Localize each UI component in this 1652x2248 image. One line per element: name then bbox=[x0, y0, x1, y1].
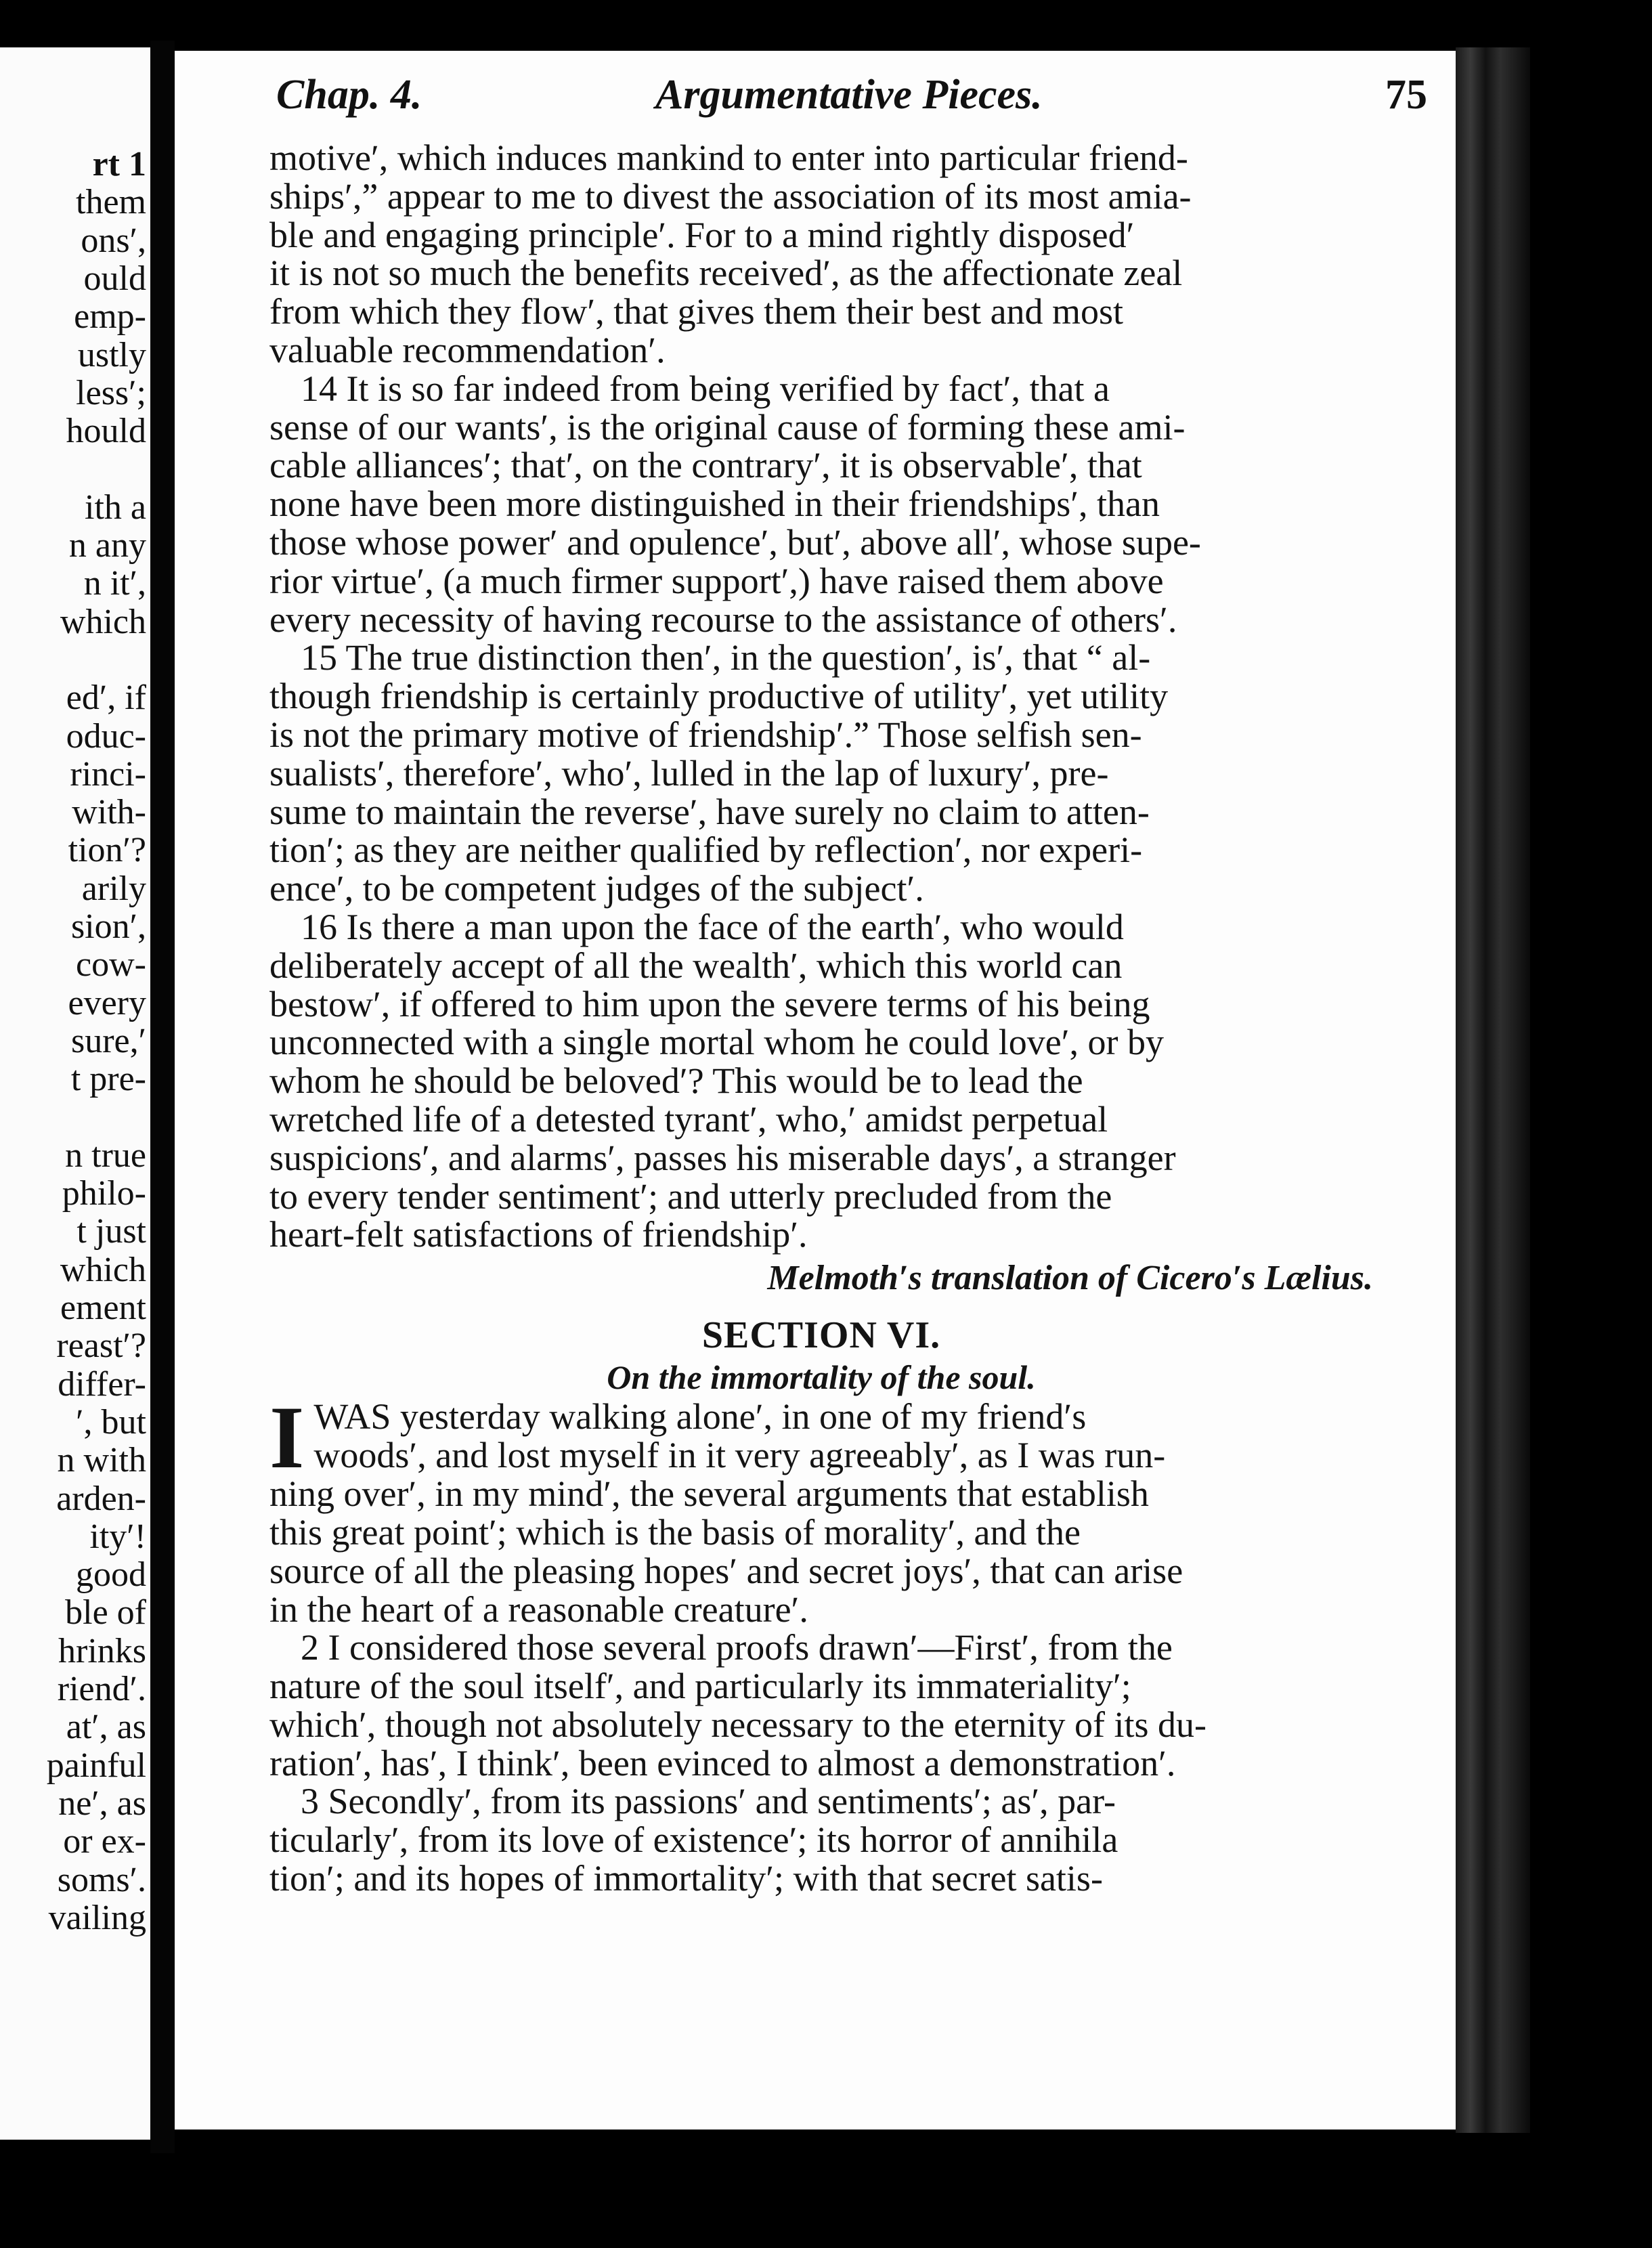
left-page-fragment: rt 1 bbox=[92, 145, 146, 183]
text-line: sualists′, therefore′, who′, lulled in the lap of luxury′, pre- bbox=[269, 752, 1109, 794]
left-page-fragment: every bbox=[68, 983, 146, 1022]
left-page-fragment: them bbox=[76, 183, 146, 222]
text-line: valuable recommendation′. bbox=[269, 329, 666, 370]
left-page-fragment: arden- bbox=[56, 1479, 146, 1518]
text-line: tion′; as they are neither qualified by reflection′, nor experi- bbox=[269, 829, 1143, 871]
text-line: none have been more distinguished in their friendships′, than bbox=[269, 483, 1160, 525]
left-page-fragment: n it′, bbox=[83, 564, 146, 603]
text-line: ration′, has′, I think′, been evinced to almost a demonstration′. bbox=[269, 1742, 1176, 1784]
chapter-label: Chap. 4. bbox=[276, 72, 422, 118]
left-page-fragment: differ- bbox=[58, 1364, 146, 1404]
text-line: to every tender sentiment′; and utterly precluded from the bbox=[269, 1175, 1112, 1217]
left-page-fragment: tion′? bbox=[68, 831, 146, 870]
text-line: every necessity of having recourse to the assistance of others′. bbox=[269, 599, 1177, 640]
left-page-fragment: ould bbox=[83, 259, 146, 298]
left-page-fragment: ne′, as bbox=[58, 1784, 146, 1823]
left-page-fragment: which bbox=[60, 1250, 146, 1289]
text-line: cable alliances′; that′, on the contrary′, it is observable′, that bbox=[269, 445, 1142, 486]
left-page-fragment: philo- bbox=[62, 1174, 146, 1213]
left-page-fragment: or ex- bbox=[63, 1822, 146, 1861]
text-line: 2 I considered those several proofs drawn′—First′, from the bbox=[301, 1627, 1173, 1668]
main-page bbox=[175, 51, 1488, 2130]
text-line: ence′, to be competent judges of the subject′. bbox=[269, 868, 924, 909]
section-opening bbox=[269, 1387, 1373, 1899]
left-facing-page bbox=[0, 47, 150, 2140]
left-page-fragment: n with bbox=[57, 1441, 146, 1480]
text-line: bestow′, if offered to him upon the severe terms of his being bbox=[269, 983, 1150, 1024]
left-page-fragment: ble of bbox=[65, 1593, 146, 1633]
text-line: 14 It is so far indeed from being verified by fact′, that a bbox=[301, 368, 1110, 409]
text-line: ning over′, in my mind′, the several arguments that establish bbox=[269, 1473, 1149, 1515]
left-page-fragment: riend′. bbox=[57, 1670, 146, 1708]
text-line: deliberately accept of all the wealth′, which this world can bbox=[269, 945, 1123, 986]
left-page-fragment: sion′, bbox=[70, 907, 146, 946]
text-line: though friendship is certainly productive of utility′, yet utility bbox=[269, 676, 1169, 717]
text-line: in the heart of a reasonable creature′. bbox=[269, 1588, 808, 1630]
text-line: 3 Secondly′, from its passions′ and sentiments′; as′, par- bbox=[301, 1781, 1116, 1822]
text-line: unconnected with a single mortal whom he could love′, or by bbox=[269, 1022, 1164, 1063]
left-page-fragment: ity′! bbox=[89, 1517, 146, 1556]
left-page-fragment: with- bbox=[72, 793, 146, 832]
text-line: wretched life of a detested tyrant′, who,′ amidst perpetual bbox=[269, 1098, 1108, 1140]
left-page-fragment: n true bbox=[65, 1136, 146, 1175]
left-page-fragment: hould bbox=[66, 412, 146, 451]
text-line: heart-felt satisfactions of friendship′. bbox=[269, 1214, 808, 1255]
text-line: woods′, and lost myself in it very agreeably′, as I was run- bbox=[313, 1434, 1166, 1475]
text-line: from which they flow′, that gives them their best and most bbox=[269, 291, 1124, 332]
text-line: ble and engaging principle′. For to a mind rightly disposed′ bbox=[269, 214, 1135, 255]
text-line: motive′, which induces mankind to enter into particular friend- bbox=[269, 137, 1188, 178]
text-line: it is not so much the benefits received′, as the affectionate zeal bbox=[269, 253, 1183, 294]
text-line: ticularly′, from its love of existence′; its horror of annihila bbox=[269, 1819, 1118, 1861]
left-page-fragment: less′; bbox=[76, 373, 146, 412]
section-paragraphs bbox=[269, 1387, 1373, 1899]
left-page-fragment: which bbox=[60, 602, 146, 641]
left-page-fragment: t pre- bbox=[70, 1060, 146, 1099]
left-page-fragment: hrinks bbox=[58, 1631, 146, 1670]
text-line: suspicions′, and alarms′, passes his miserable days′, a stranger bbox=[269, 1137, 1176, 1178]
left-page-fragment: reast′? bbox=[56, 1326, 146, 1366]
left-page-fragment: good bbox=[76, 1555, 146, 1595]
left-page-fragment: sure,′ bbox=[70, 1021, 146, 1060]
text-line: 15 The true distinction then′, in the question′, is′, that “ al- bbox=[301, 637, 1151, 678]
left-page-fragment: at′, as bbox=[66, 1708, 146, 1747]
body-paragraphs bbox=[269, 139, 1373, 1254]
drop-cap: I bbox=[269, 1387, 305, 1488]
text-line: is not the primary motive of friendship′.” Those selfish sen- bbox=[269, 714, 1142, 755]
text-line: whom he should be beloved′? This would be to lead the bbox=[269, 1060, 1083, 1102]
running-title: Argumentative Pieces. bbox=[655, 72, 1043, 118]
page-edges bbox=[1456, 47, 1530, 2133]
text-line: tion′; and its hopes of immortality′; with that secret satis- bbox=[269, 1858, 1103, 1899]
left-page-fragment: ith a bbox=[85, 488, 146, 527]
left-page-fragment: oduc- bbox=[66, 716, 146, 756]
text-line: sense of our wants′, is the original cause of forming these ami- bbox=[269, 406, 1186, 448]
left-page-fragment: arily bbox=[81, 869, 146, 908]
text-line: which′, though not absolutely necessary to the eternity of its du- bbox=[269, 1704, 1207, 1745]
left-page-fragment: ons′, bbox=[81, 221, 146, 260]
source-attribution: Melmoth′s translation of Cicero′s Lælius. bbox=[767, 1259, 1373, 1298]
left-page-fragment: t just bbox=[77, 1212, 146, 1251]
section-subheading: On the immortality of the soul. bbox=[607, 1358, 1036, 1397]
text-line: source of all the pleasing hopes′ and secret joys′, that can arise bbox=[269, 1550, 1183, 1591]
text-line: WAS yesterday walking alone′, in one of my friend′s bbox=[313, 1396, 1087, 1438]
left-page-fragment: ed′, if bbox=[66, 678, 146, 718]
text-line: nature of the soul itself′, and particularly its immateriality′; bbox=[269, 1666, 1131, 1707]
text-line: those whose power′ and opulence′, but′, above all′, whose supe- bbox=[269, 521, 1201, 563]
text-line: 16 Is there a man upon the face of the earth′, who would bbox=[301, 906, 1124, 947]
left-page-fragment: painful bbox=[46, 1746, 146, 1785]
page-body bbox=[269, 139, 1373, 1898]
left-page-fragment: ′, but bbox=[76, 1402, 146, 1442]
text-line: rior virtue′, (a much firmer support′,) have raised them above bbox=[269, 560, 1164, 601]
book-gutter bbox=[150, 41, 175, 2153]
left-page-fragment: n any bbox=[68, 526, 146, 565]
left-page-fragment: rinci- bbox=[70, 754, 146, 794]
section-heading: SECTION VI. bbox=[701, 1314, 941, 1357]
left-page-fragment: cow- bbox=[76, 945, 146, 985]
page-number: 75 bbox=[1385, 72, 1427, 118]
text-line: this great point′; which is the basis of morality′, and the bbox=[269, 1511, 1081, 1553]
left-page-fragment: ement bbox=[60, 1289, 146, 1327]
left-page-fragment: vailing bbox=[48, 1898, 146, 1937]
left-page-fragment: soms′. bbox=[57, 1860, 146, 1899]
left-page-fragment: emp- bbox=[74, 297, 146, 337]
text-line: ships′,” appear to me to divest the association of its most amia- bbox=[269, 175, 1192, 217]
text-line: sume to maintain the reverse′, have surely no claim to atten- bbox=[269, 791, 1150, 832]
left-page-fragment: ustly bbox=[77, 335, 146, 374]
running-head bbox=[276, 71, 1427, 132]
